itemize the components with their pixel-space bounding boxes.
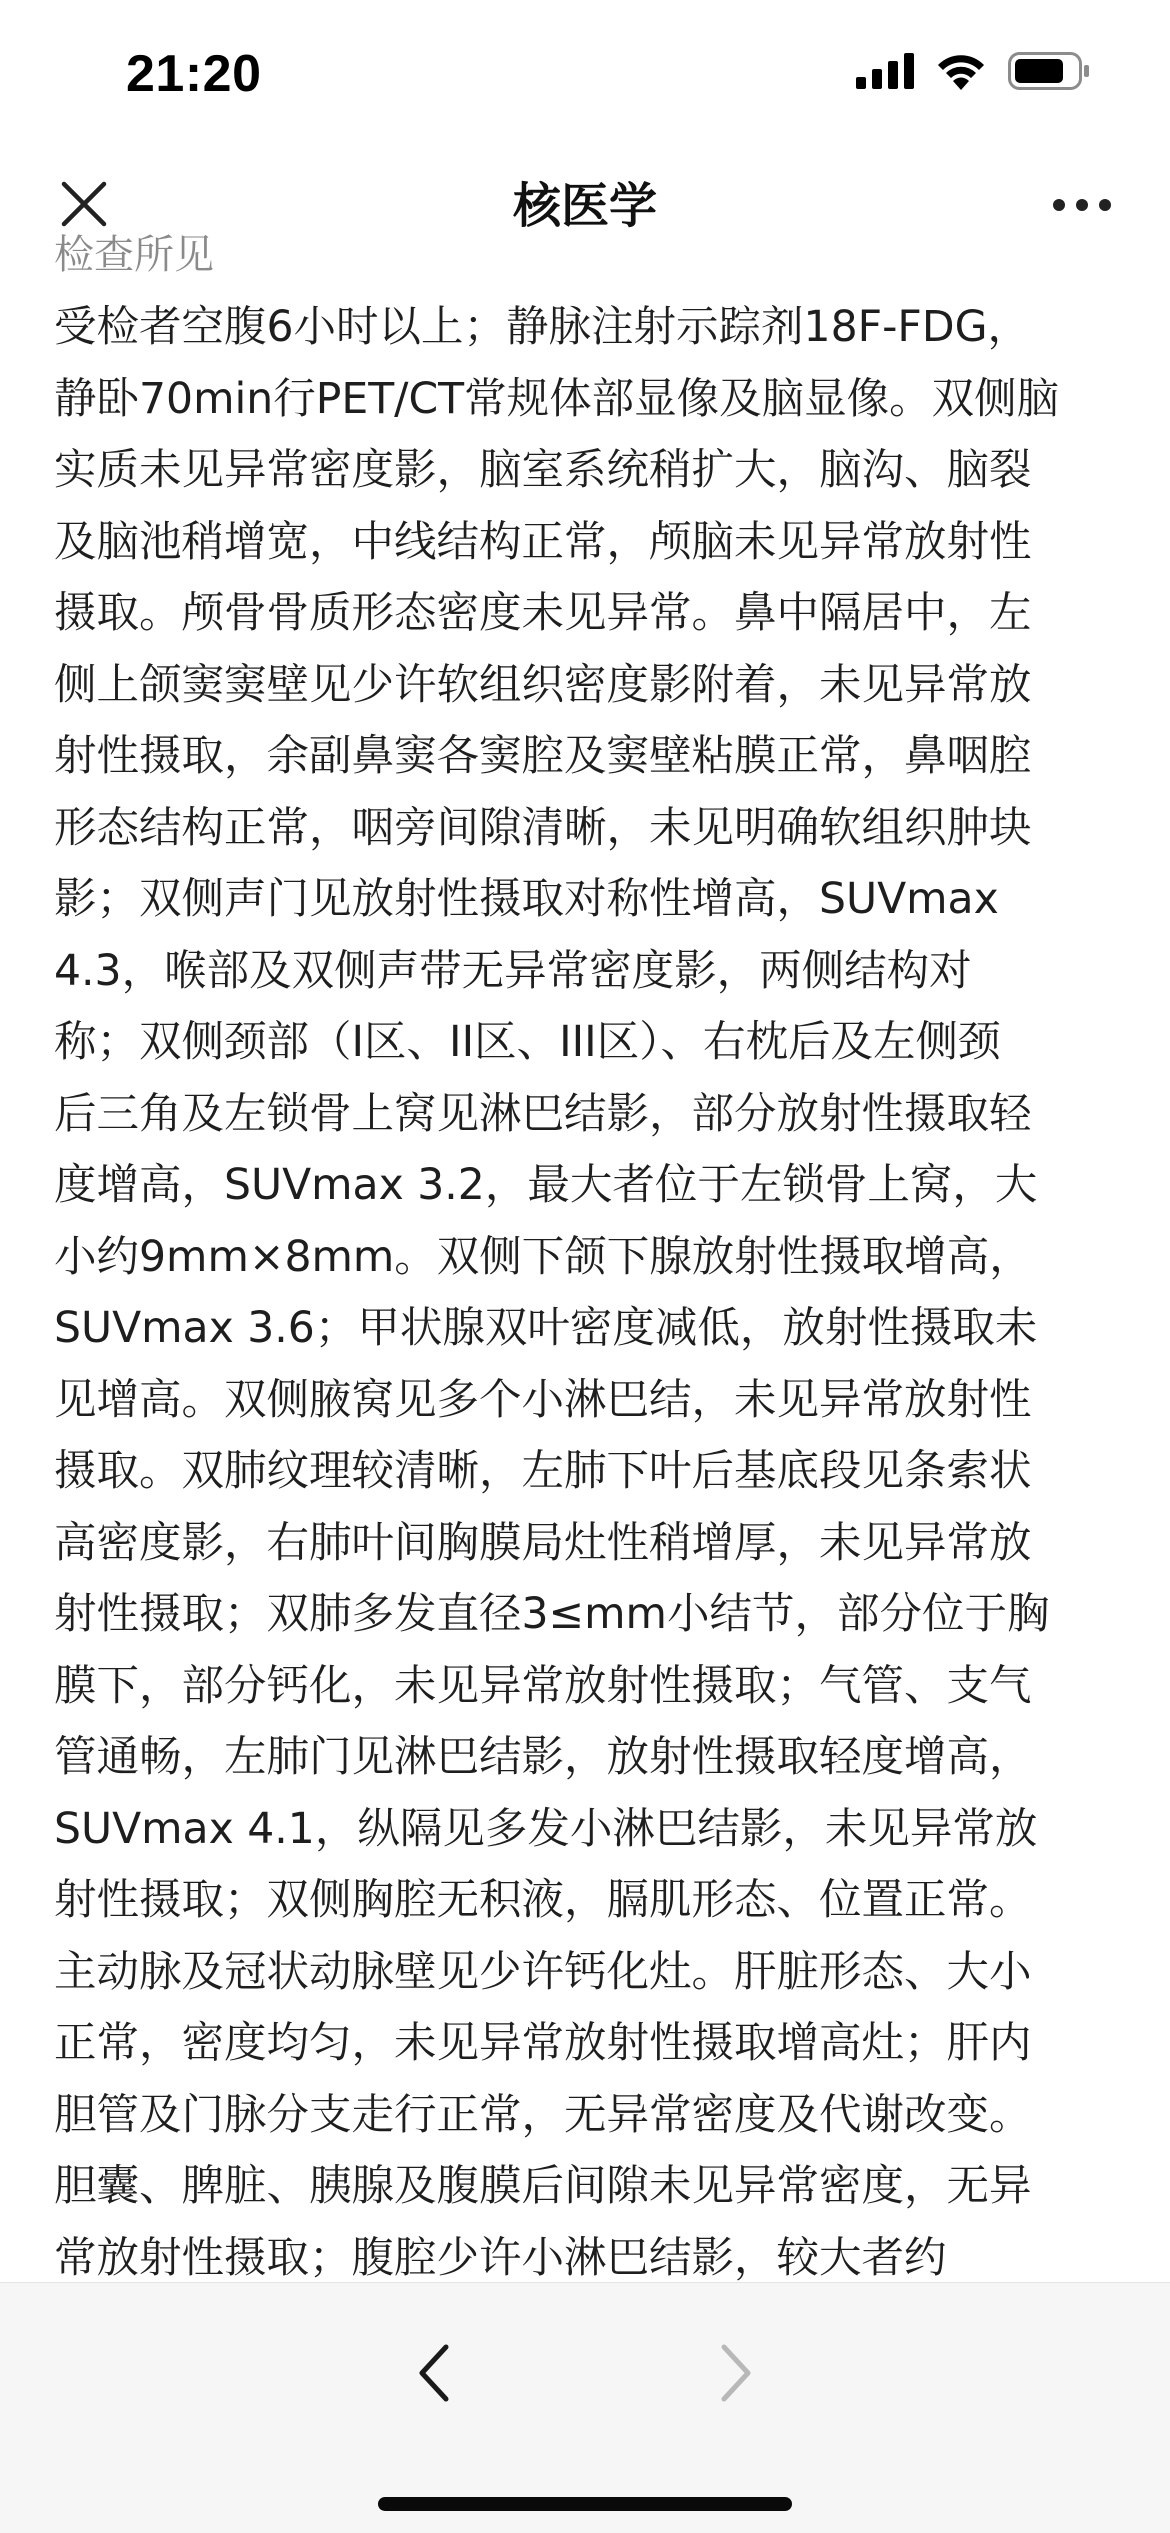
forward-button[interactable] (700, 2335, 772, 2415)
text-line: 实质未见异常密度影，脑室系统稍扩大，脑沟、脑裂 (54, 446, 1032, 495)
text-line: 小约9mm×8mm。双侧下颌下腺放射性摄取增高， (54, 1232, 1032, 1282)
text-line: 影；双侧声门见放射性摄取对称性增高，SUVmax (54, 875, 999, 924)
text-line: 胆囊、脾脏、胰腺及腹膜后间隙未见异常密度，无异 (54, 2162, 1032, 2211)
text-line: 主动脉及冠状动脉壁见少许钙化灶。肝脏形态、大小 (54, 1947, 1032, 1997)
text-line: 射性摄取；双侧胸腔无积液，膈肌形态、位置正常。 (54, 1876, 1032, 1925)
text-line: 常放射性摄取；腹腔少许小淋巴结影，较大者约 (54, 2233, 947, 2283)
text-line: 度增高，SUVmax 3.2，最大者位于左锁骨上窝，大 (54, 1161, 1038, 1210)
text-line: 侧上颌窦窦壁见少许软组织密度影附着，未见异常放 (54, 660, 1032, 710)
text-line: 及脑池稍增宽，中线结构正常，颅脑未见异常放射性 (54, 517, 1032, 567)
text-line: 见增高。双侧腋窝见多个小淋巴结，未见异常放射性 (54, 1375, 1032, 1425)
bottom-toolbar (0, 2282, 1170, 2533)
text-line: 射性摄取，余副鼻窦各窦腔及窦壁粘膜正常，鼻咽腔 (54, 732, 1032, 781)
text-line: 摄取。颅骨骨质形态密度未见异常。鼻中隔居中，左 (54, 589, 1032, 638)
text-line: 形态结构正常，咽旁间隙清晰，未见明确软组织肿块 (54, 803, 1032, 853)
back-button[interactable] (398, 2335, 470, 2415)
home-indicator (378, 2497, 792, 2511)
text-line: 摄取。双肺纹理较清晰，左肺下叶后基底段见条索状 (54, 1447, 1032, 1496)
text-line: 4.3，喉部及双侧声带无异常密度影，两侧结构对 (54, 946, 972, 996)
more-icon (1052, 197, 1112, 216)
report-body (54, 220, 1120, 2294)
text-line: 胆管及门脉分支走行正常，无异常密度及代谢改变。 (54, 2090, 1032, 2140)
text-line: 射性摄取；双肺多发直径3≤mm小结节，部分位于胸 (54, 1590, 1050, 1639)
text-line: 静卧70min行PET/CT常规体部显像及脑显像。双侧脑 (54, 374, 1060, 424)
report-content[interactable] (0, 232, 1170, 2283)
cellular-signal-icon (856, 53, 914, 93)
text-line: 受检者空腹6小时以上；静脉注射示踪剂18F-FDG， (54, 303, 1031, 352)
status-bar (0, 0, 1170, 150)
text-line: 正常，密度均匀，未见异常放射性摄取增高灶；肝内 (54, 2019, 1032, 2068)
status-time: 21:20 (126, 45, 262, 103)
battery-icon (1008, 52, 1090, 94)
text-line: SUVmax 4.1，纵隔见多发小淋巴结影，未见异常放 (54, 1804, 1038, 1854)
chevron-left-icon (414, 2343, 454, 2407)
text-line: SUVmax 3.6；甲状腺双叶密度减低，放射性摄取未 (54, 1304, 1038, 1353)
wifi-icon (936, 52, 986, 94)
section-heading: 检查所见 (54, 232, 214, 278)
text-line: 管通畅，左肺门见淋巴结影，放射性摄取轻度增高， (54, 1733, 1032, 1782)
text-line: 后三角及左锁骨上窝见淋巴结影，部分放射性摄取轻 (54, 1089, 1032, 1139)
status-icons (856, 52, 1090, 94)
text-line: 膜下，部分钙化，未见异常放射性摄取；气管、支气 (54, 1661, 1032, 1711)
chevron-right-icon (716, 2343, 756, 2407)
findings-text (54, 290, 1120, 2294)
page-title: 核医学 (512, 178, 657, 234)
text-line: 高密度影，右肺叶间胸膜局灶性稍增厚，未见异常放 (54, 1518, 1032, 1568)
text-line: 称；双侧颈部（I区、II区、III区）、右枕后及左侧颈 (54, 1018, 1001, 1067)
